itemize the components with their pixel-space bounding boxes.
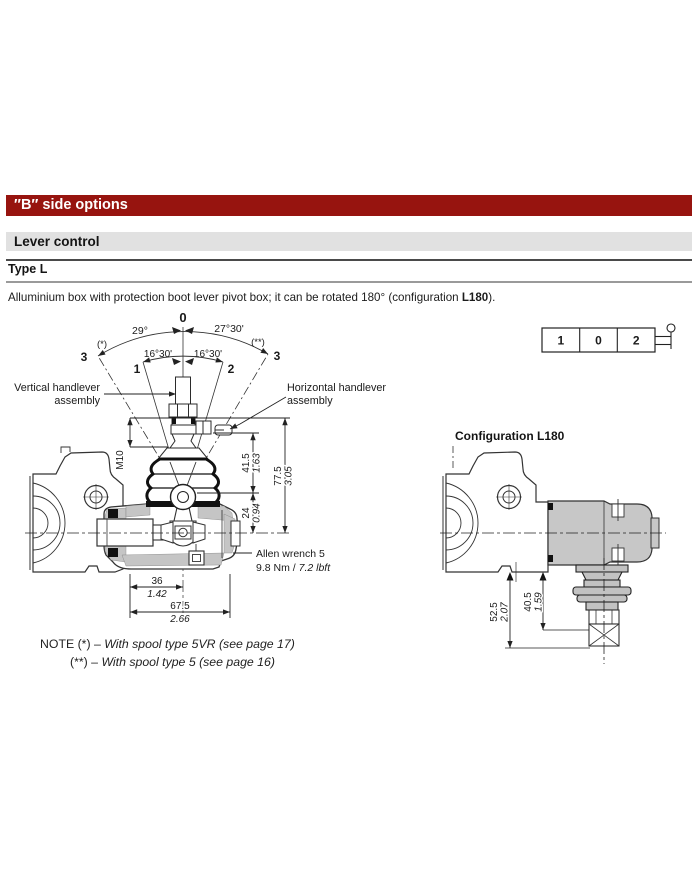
end-cap	[231, 521, 240, 546]
intro-text: Alluminium box with protection boot lever pivot box; it can be rotated 180° (configuration	[8, 291, 462, 304]
type-l-title: Type L	[8, 262, 48, 276]
divider-line-bottom	[6, 281, 692, 283]
dim-67-5-mm: 67.5	[170, 601, 190, 612]
note-1-prefix: NOTE (*) –	[40, 637, 105, 651]
dim-36-mm: 36	[151, 576, 163, 587]
divider-line-top	[6, 259, 692, 261]
dim-2-07-in: 2.07	[499, 602, 511, 622]
note-2-prefix: (**) –	[70, 655, 102, 669]
dim-1-42-in: 1.42	[147, 589, 167, 600]
allen-wrench-label-2	[256, 562, 331, 574]
angle-zero-label: 0	[179, 310, 187, 325]
dim-1-63-in: 1.63	[251, 453, 263, 473]
dimensions-right	[489, 572, 590, 648]
note-2-text: With spool type 5 (see page 16)	[101, 655, 275, 669]
fan-labels	[81, 310, 281, 376]
pos3-left-label: 3	[80, 350, 88, 364]
horizontal-lever-label-2: assembly	[287, 395, 333, 407]
protection-boot	[146, 459, 220, 510]
allen-wrench-label-1: Allen wrench 5	[256, 548, 325, 560]
configuration-l180-title: Configuration L180	[455, 429, 565, 443]
vertical-lever-label-2: assembly	[54, 395, 100, 407]
lever-pivot-box	[97, 503, 240, 569]
dim-0-94-in: 0.94	[251, 503, 263, 523]
angle-1630-left-label: 16°30'	[143, 349, 173, 360]
star-right-label: (**)	[251, 337, 265, 348]
angle-1630-right-label: 16°30'	[193, 349, 223, 360]
technical-drawings	[0, 300, 700, 670]
seal-bottom	[108, 548, 118, 557]
schematic-cell-1: 1	[557, 333, 565, 348]
horizontal-lever-label-1: Horizontal handlever	[287, 382, 387, 394]
pivot-ball	[171, 485, 196, 510]
dim-m10: M10	[115, 450, 126, 470]
schematic-cell-0: 0	[595, 333, 602, 348]
allen-torque-metric: 9.8 Nm /	[256, 562, 299, 574]
angle-29-label: 29°	[132, 325, 148, 337]
intro-bold-l180: L180	[461, 291, 489, 304]
note-line-2	[70, 655, 275, 669]
seal-top	[108, 509, 118, 518]
lever-control-title: Lever control	[14, 234, 100, 249]
note-1-text: With spool type 5VR (see page 17)	[104, 637, 295, 651]
spool-schematic	[542, 324, 675, 352]
angle-2730-label: 27°30'	[214, 323, 244, 335]
dim-77-5-mm: 77.5	[273, 466, 284, 486]
section-header-b-side-options	[6, 195, 692, 216]
vertical-lever-label-1: Vertical handlever	[14, 382, 100, 394]
subsection-header-lever-control	[6, 232, 692, 251]
dim-3-05-in: 3.05	[283, 466, 295, 486]
valve-body-l180-view	[440, 446, 666, 664]
intro-text-end: ).	[488, 291, 496, 304]
star-left-label: (*)	[96, 339, 108, 350]
dim-2-66-in: 2.66	[170, 614, 190, 625]
pos1-label: 1	[133, 362, 141, 376]
boot-downward	[573, 565, 631, 610]
pos3-right-label: 3	[273, 349, 281, 363]
dim-24-mm: 24	[241, 507, 252, 519]
schematic-cell-2: 2	[632, 333, 640, 348]
dim-1-59-in: 1.59	[533, 592, 545, 612]
spool-end	[97, 519, 153, 546]
note-line-1	[40, 637, 295, 651]
allen-torque-imperial: 7.2 lbft	[298, 562, 331, 574]
pos2-label: 2	[227, 362, 235, 376]
dim-52-5-mm: 52.5	[489, 602, 500, 622]
dim-41-5-mm: 41.5	[241, 453, 252, 473]
section-header-title: ″B″ side options	[14, 197, 128, 213]
lever-symbol	[655, 324, 675, 349]
dim-40-5-mm: 40.5	[523, 592, 534, 612]
